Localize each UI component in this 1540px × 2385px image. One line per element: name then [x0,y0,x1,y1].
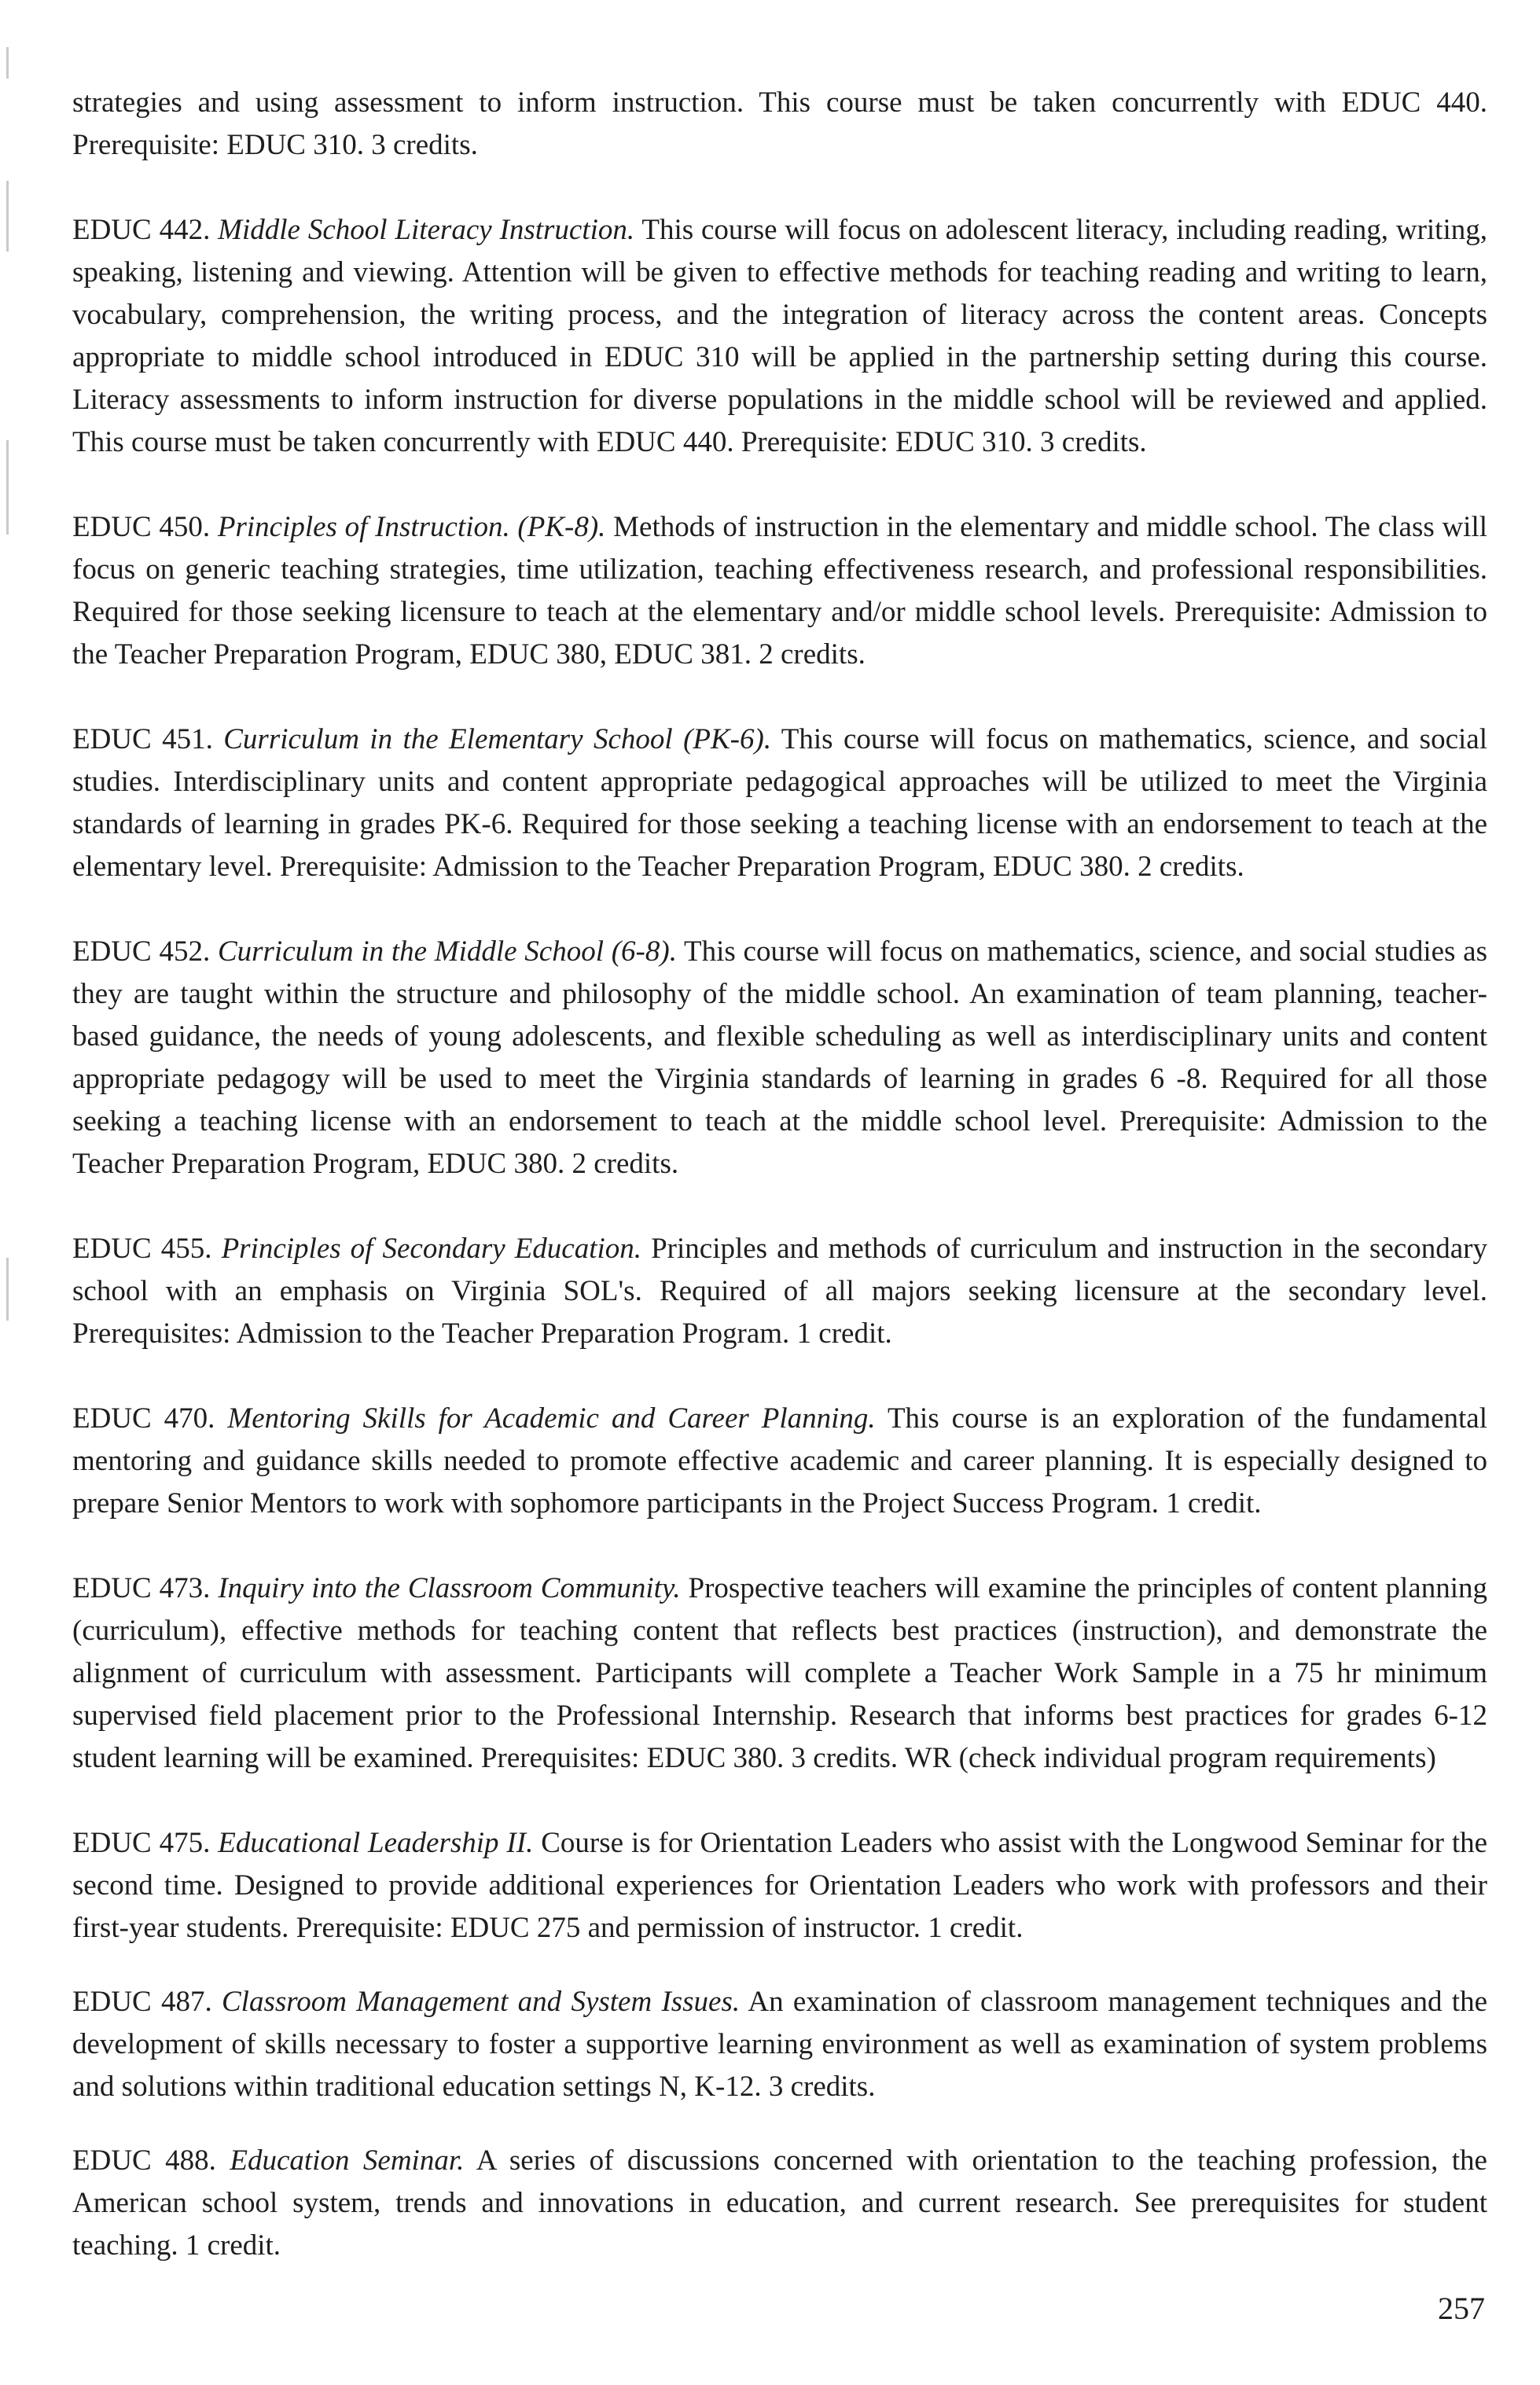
course-entry-educ-473 [72,1567,1487,1780]
course-code: EDUC 455. [72,1233,212,1265]
course-title: Curriculum in the Elementary School (PK-6). [223,723,772,755]
course-title: Classroom Management and System Issues. [222,1986,741,2018]
course-title: Principles of Instruction. (PK-8). [217,511,606,543]
course-title: Inquiry into the Classroom Community. [218,1572,681,1604]
course-code: EDUC 470. [72,1402,215,1435]
course-code: EDUC 488. [72,2144,216,2177]
course-title: Education Seminar. [230,2144,465,2177]
course-code: EDUC 487. [72,1986,212,2018]
continued-course-description: strategies and using assessment to inform instruction. This course must be taken concurrently with EDUC 440. Prerequisite: EDUC 310. 3 credits. [72,86,1487,161]
course-title: Educational Leadership II. [218,1827,534,1859]
course-description: Prospective teachers will examine the principles of content planning (curriculum), effective methods for teaching content that reflects best practices (instruction), and demonstrate the alignment of curriculum with assessment. Participants will complete a Teacher Work Sample in a 75 hr minimum supervised field placement prior to the Professional Internship. Research that informs best practices for grades 6-12 student learning will be examined. Prerequisites: EDUC 380. 3 credits. WR (check individual program requirements) [72,1572,1487,1774]
course-title: Principles of Secondary Education. [221,1233,642,1265]
course-title: Middle School Literacy Instruction. [218,214,635,246]
course-entry-educ-475 [72,1822,1487,1950]
course-code: EDUC 452. [72,935,211,968]
course-description: This course is an exploration of the fundamental mentoring and guidance skills needed to promote effective academic and career planning. It is especially designed to prepare Senior Mentors to work with sophomore participants in the Project Success Program. 1 credit. [72,1402,1487,1520]
scan-edge-mark [6,47,9,79]
course-description: An examination of classroom management techniques and the development of skills necessary to foster a supportive learning environment as well as examination of system problems and solutions within traditional education settings N, K-12. 3 credits. [72,1986,1487,2103]
scan-edge-mark [6,440,9,535]
course-code: EDUC 475. [72,1827,211,1859]
course-code: EDUC 473. [72,1572,211,1604]
course-description: This course will focus on mathematics, science, and social studies as they are taught within the structure and philosophy of the middle school. An examination of team planning, teacher-based guidance, the needs of young adolescents, and flexible scheduling as well as interdisciplinary units and content appropriate pedagogy will be used to meet the Virginia standards of learning in grades 6 -8. Required for all those seeking a teaching license with an endorsement to teach at the middle school level. Prerequisite: Admission to the Teacher Preparation Program, EDUC 380. 2 credits. [72,935,1487,1180]
course-listing [72,82,1487,2299]
course-description: This course will focus on mathematics, science, and social studies. Interdisciplinary units and content appropriate pedagogical approaches will be utilized to meet the Virginia standards of learning in grades PK-6. Required for those seeking a teaching license with an endorsement to teach at the elementary level. Prerequisite: Admission to the Teacher Preparation Program, EDUC 380. 2 credits. [72,723,1487,883]
scan-edge-mark [6,1258,9,1321]
course-title: Curriculum in the Middle School (6-8). [217,935,677,968]
course-description: A series of discussions concerned with orientation to the teaching profession, the American school system, trends and innovations in education, and current research. See prerequisites for student teaching. 1 credit. [72,2144,1487,2262]
course-entry-educ-450 [72,506,1487,676]
course-entry-educ-442 [72,209,1487,464]
course-entry-educ-455 [72,1228,1487,1355]
course-entry-educ-488 [72,2140,1487,2267]
page-number: 257 [1438,2291,1485,2326]
course-code: EDUC 442. [72,214,211,246]
course-title: Mentoring Skills for Academic and Career Planning. [227,1402,876,1435]
course-description: Methods of instruction in the elementary and middle school. The class will focus on generic teaching strategies, time utilization, teaching effectiveness research, and professional responsibilities. Required for those seeking licensure to teach at the elementary and/or middle school levels. Prerequisite: Admission to the Teacher Preparation Program, EDUC 380, EDUC 381. 2 credits. [72,511,1488,671]
course-entry-educ-452 [72,931,1487,1185]
course-description: This course will focus on adolescent literacy, including reading, writing, speaking, listening and viewing. Attention will be given to effective methods for teaching reading and writing to learn, vocabulary, comprehension, the writing process, and the integration of literacy across the content areas. Concepts appropriate to middle school introduced in EDUC 310 will be applied in the partnership setting during this course. Literacy assessments to inform instruction for diverse populations in the middle school will be reviewed and applied. This course must be taken concurrently with EDUC 440. Prerequisite: EDUC 310. 3 credits. [72,214,1487,458]
course-entry-educ-470 [72,1398,1487,1525]
course-description: Principles and methods of curriculum and instruction in the secondary school with an emphasis on Virginia SOL's. Required of all majors seeking licensure at the secondary level. Prerequisites: Admission to the Teacher Preparation Program. 1 credit. [72,1233,1488,1350]
course-code: EDUC 450. [72,511,211,543]
course-description: Course is for Orientation Leaders who assist with the Longwood Seminar for the second time. Designed to provide additional experiences for Orientation Leaders who work with professors and their first-year students. Prerequisite: EDUC 275 and permission of instructor. 1 credit. [72,1827,1488,1944]
course-entry-educ-487 [72,1981,1487,2108]
course-code: EDUC 451. [72,723,213,755]
course-entry-educ-451 [72,718,1487,888]
scan-edge-mark [6,181,9,252]
